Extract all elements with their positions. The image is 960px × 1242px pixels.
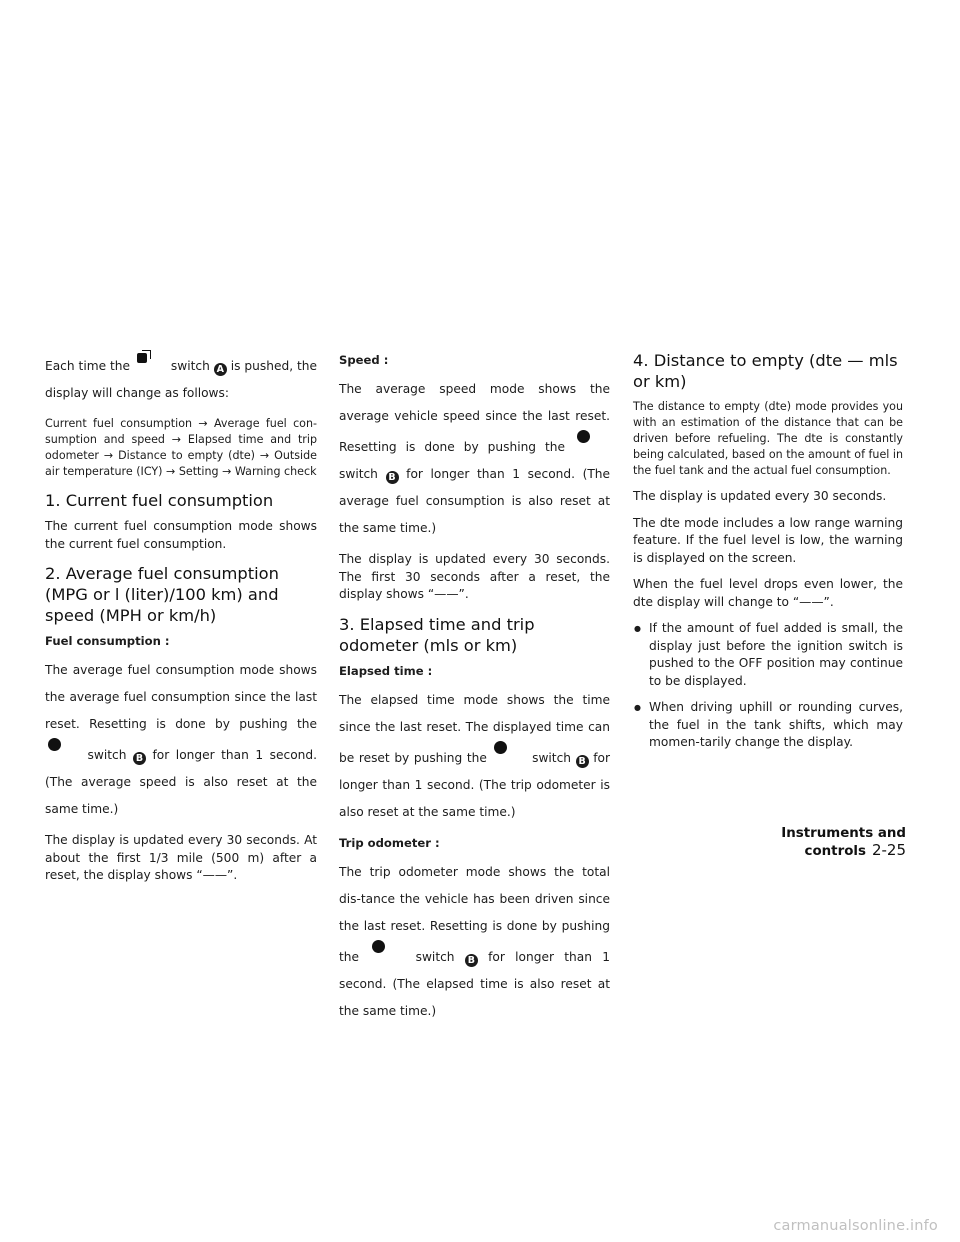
dte-warning-paragraph: The dte mode includes a low range warning feature. If the fuel level is low, the warning is displayed on the screen. [633,515,903,565]
fuel-text-b: switch [87,748,127,762]
marker-b-icon: B [133,752,146,765]
fuel-update-paragraph: The display is updated every 30 seconds. At about the first 1/3 mile (500 m) after a reset, the display shows “——”. [45,833,317,882]
elapsed-text-a: The elapsed time mode shows the time since the last reset. The displayed time can be reset by pushing the [339,692,610,765]
column-middle [339,350,610,1034]
list-item: ● When driving uphill or rounding curves, the fuel in the tank shifts, which may momen-tarily change the display. [633,699,903,752]
heading-average-fuel: 2. Average fuel consumption (MPG or l (liter)/100 km) and speed (MPH or km/h) [45,564,279,625]
current-fuel-paragraph: The current fuel consumption mode shows the current fuel consumption. [45,519,317,551]
trip-text-a: The trip odometer mode shows the total dis-tance the vehicle has been driven since the last reset. Resetting is done by pushing the [339,864,610,964]
marker-a-icon: A [214,363,227,376]
elapsed-paragraph [339,687,610,826]
heading-current-fuel: 1. Current fuel consumption [45,491,274,510]
subheading-elapsed-time: Elapsed time : [339,663,433,678]
reset-knob-icon [577,430,590,443]
speed-text-b: switch [339,467,378,481]
intro-text-a: Each time the [45,359,131,373]
reset-knob-icon [494,741,507,754]
intro-text-c: is pushed, the display will change as follows: [45,359,318,400]
elapsed-text-b: switch [532,750,572,765]
dte-bullet-list [633,620,903,752]
speed-paragraph [339,376,610,542]
footer-section-title: Instruments and controls [781,826,906,859]
marker-b-icon: B [465,954,478,967]
elapsed-text-c: for longer than 1 second. (The trip odometer is also reset at the same time.) [339,750,610,819]
fuel-text-c: for longer than 1 second. (The average speed is also reset at the same time.) [45,748,317,816]
trip-text-b: switch [415,949,455,964]
speed-text-c: for longer than 1 second. (The average fuel consumption is also reset at the same time.) [339,467,611,535]
display-switch-icon [137,350,151,364]
intro-paragraph [45,350,317,407]
page-footer [706,826,906,859]
watermark-text: carmanualsonline.info [773,1218,938,1234]
speed-update-paragraph: The display is updated every 30 seconds. The first 30 seconds after a reset, the display shows “——”. [339,552,610,601]
reset-knob-icon [48,738,61,751]
speed-text-a: The average speed mode shows the average vehicle speed since the last reset. Resetting is done by pushing the [339,382,610,454]
fuel-text-a: The average fuel consumption mode shows the average fuel consumption since the last reset. Resetting is done by pushing the [45,663,317,731]
intro-text-b: switch [170,359,210,373]
column-left [45,350,317,894]
marker-b-icon: B [576,755,589,768]
heading-elapsed-time: 3. Elapsed time and trip odometer (mls or km) [339,614,535,655]
heading-distance-to-empty: 4. Distance to empty (dte — mls or km) [633,351,898,391]
trip-paragraph [339,859,610,1025]
reset-knob-icon [372,940,385,953]
trip-text-c: for longer than 1 second. (The elapsed time is also reset at the same time.) [339,949,611,1018]
subheading-fuel-consumption: Fuel consumption : [45,634,170,648]
display-sequence: Current fuel consumption → Average fuel con-sumption and speed → Elapsed time and trip odometer → Distance to empty (dte) → Outside air temperature (ICY) → Setting → Warning check [45,417,317,478]
list-item: ● If the amount of fuel added is small, the display just before the ignition switch is pushed to the OFF position may continue to be displayed. [633,620,903,690]
subheading-trip-odometer: Trip odometer : [339,835,440,850]
marker-b-icon: B [386,471,399,484]
page-number: 2-25 [871,841,906,859]
subheading-speed: Speed : [339,353,389,367]
column-right [633,350,903,761]
dte-low-paragraph: When the fuel level drops even lower, the dte display will change to “——”. [633,577,903,609]
dte-intro-paragraph: The distance to empty (dte) mode provides you with an estimation of the distance that can be driven before refueling. The dte is constantly being calculated, based on the amount of fuel in the fuel tank and the actual fuel consumption. [633,400,903,477]
dte-update-paragraph: The display is updated every 30 seconds. [633,489,887,503]
fuel-consumption-paragraph [45,657,317,823]
